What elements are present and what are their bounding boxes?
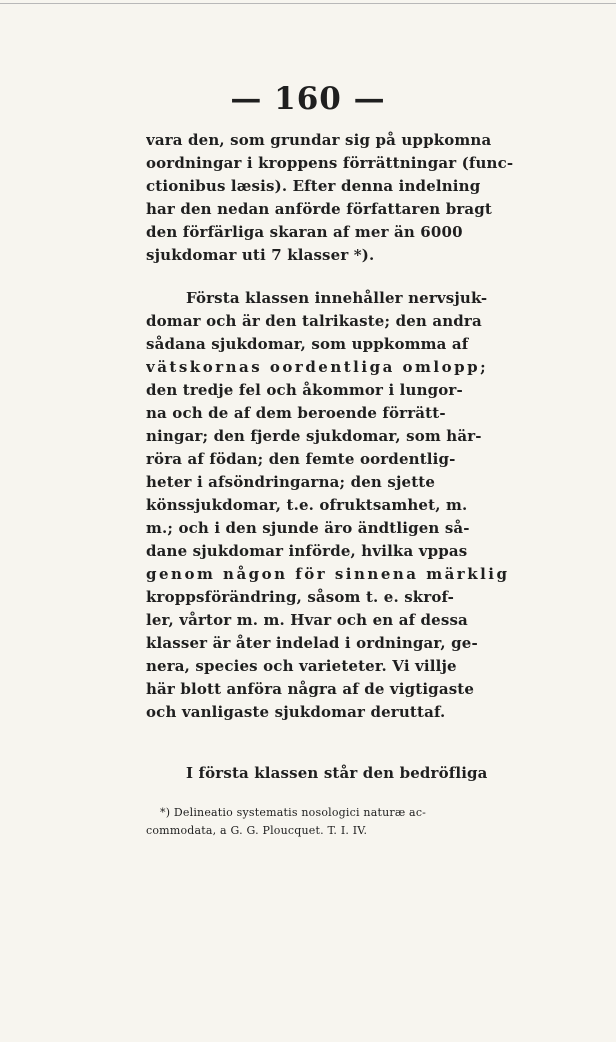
paragraph-2-line-11: m.; och i den sjunde äro ändtligen så-: [146, 519, 470, 537]
paragraph-2-line-17: nera, species och varieteter. Vi villje: [146, 657, 457, 675]
footnote: [146, 804, 540, 840]
paragraph-2: [146, 287, 540, 724]
paragraph-3-line-1: I första klassen står den bedröfliga: [186, 764, 488, 782]
paragraph-1-line-3: ctionibus læsis). Efter denna indelning: [146, 177, 481, 195]
paragraph-2-line-18: här blott anföra några af de vigtigaste: [146, 680, 475, 698]
paragraph-2-line-8: röra af födan; den femte oordentlig-: [146, 450, 456, 468]
paragraph-2-line-10: könssjukdomar, t.e. ofruktsamhet, m.: [146, 496, 468, 514]
paragraph-2-line-15: ler, vårtor m. m. Hvar och en af dessa: [146, 611, 468, 629]
page-number: — 160 —: [230, 81, 386, 117]
paragraph-2-line-14: kroppsförändring, såsom t. e. skrof-: [146, 588, 454, 606]
paragraph-1-line-6: sjukdomar uti 7 klasser *).: [146, 246, 375, 264]
paragraph-2-line-5: den tredje fel och åkommor i lungor-: [146, 381, 463, 399]
paragraph-2-line-7: ningar; den fjerde sjukdomar, som här-: [146, 427, 482, 445]
paragraph-2-line-2: domar och är den talrikaste; den andra: [146, 312, 482, 330]
footnote-line-1: *) Delineatio systematis nosologici naturæ ac-: [160, 806, 427, 819]
paragraph-1: [146, 129, 540, 267]
paragraph-1-line-1: vara den, som grundar sig på uppkomna: [146, 131, 492, 149]
paragraph-3: [146, 762, 540, 785]
paragraph-2-line-3: sådana sjukdomar, som uppkomma af: [146, 335, 469, 353]
paragraph-2-line-19: och vanligaste sjukdomar deruttaf.: [146, 703, 446, 721]
paragraph-1-line-2: oordningar i kroppens förrättningar (func-: [146, 154, 514, 172]
paragraph-2-line-12: dane sjukdomar införde, hvilka vppas: [146, 542, 468, 560]
paragraph-1-line-5: den förfärliga skaran af mer än 6000: [146, 223, 463, 241]
paragraph-2-line-4: vätskornas oordentliga omlopp;: [146, 358, 489, 376]
paragraph-1-line-4: har den nedan anförde författaren bragt: [146, 200, 492, 218]
paragraph-2-line-9: heter i afsöndringarna; den sjette: [146, 473, 436, 491]
paragraph-2-line-6: na och de af dem beroende förrätt-: [146, 404, 446, 422]
footnote-line-2: commodata, a G. G. Ploucquet. T. I. IV.: [146, 824, 368, 837]
paragraph-2-line-16: klasser är åter indelad i ordningar, ge-: [146, 634, 478, 652]
paragraph-2-line-13: genom någon för sinnena märklig: [146, 565, 510, 583]
paragraph-2-line-1: Första klassen innehåller nervsjuk-: [186, 289, 488, 307]
top-rule: [0, 3, 616, 4]
